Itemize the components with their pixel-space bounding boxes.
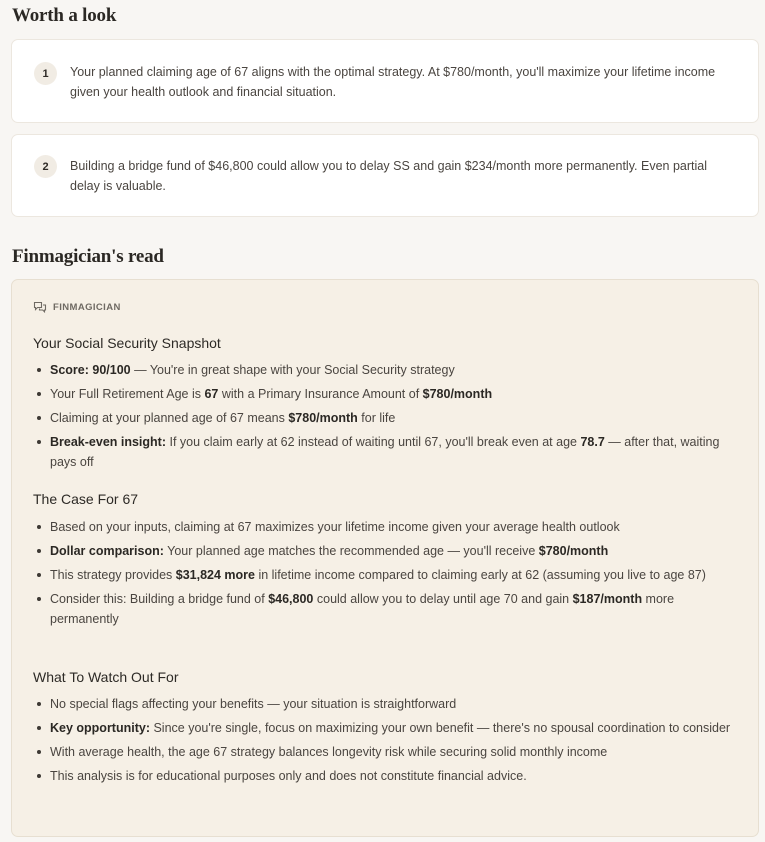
bullet-bold-text: 67 (204, 387, 219, 401)
bullet-item (33, 408, 733, 428)
finmagician-label-text: FINMAGICIAN (53, 301, 121, 313)
worth-a-look-text: Building a bridge fund of $46,800 could allow you to delay SS and gain $234/month more permanently. Even partial delay is valuable. (70, 159, 707, 193)
bullet-bold-text: $187/month (572, 592, 643, 606)
bullet-item (33, 517, 733, 537)
bullet-list (33, 360, 733, 476)
bullet-item (33, 565, 733, 585)
worth-a-look-card (11, 39, 759, 123)
bullet-bold-text: Break-even insight: (50, 435, 167, 449)
finmagician-label (33, 301, 121, 313)
section-title: What To Watch Out For (33, 669, 179, 685)
bullet-item (33, 694, 733, 714)
bullet-text: If you claim early at 62 instead of waiting until 67, you'll break even at age (166, 435, 581, 449)
chat-bubbles-icon (33, 301, 47, 313)
bullet-text: — You're in great shape with your Social Security strategy (130, 363, 455, 377)
bullet-list (33, 694, 733, 790)
bullet-text: — after that, waiting pays off (50, 435, 720, 469)
bullet-text: Claiming at your planned age of 67 means (50, 411, 289, 425)
bullet-text: could allow you to delay until age 70 and gain (313, 592, 573, 606)
bullet-text: Your Full Retirement Age is (50, 387, 205, 401)
bullet-text: with a Primary Insurance Amount of (218, 387, 423, 401)
bullet-bold-text: Key opportunity: (50, 721, 150, 735)
bullet-bold-text: Dollar comparison: (50, 544, 164, 558)
bullet-item (33, 718, 733, 738)
bullet-text: No special flags affecting your benefits — your situation is straightforward (50, 697, 457, 711)
item-number-badge: 2 (34, 155, 57, 178)
bullet-bold-text: 78.7 (580, 435, 605, 449)
bullet-text: for life (357, 411, 396, 425)
section-title: Your Social Security Snapshot (33, 335, 221, 351)
bullet-text: Consider this: Building a bridge fund of (50, 592, 269, 606)
bullet-bold-text: $780/month (288, 411, 358, 425)
item-number-badge: 1 (34, 62, 57, 85)
bullet-bold-text: $780/month (422, 387, 493, 401)
bullet-text: Based on your inputs, claiming at 67 maximizes your lifetime income given your average health outlook (50, 520, 620, 534)
worth-a-look-heading: Worth a look (12, 5, 117, 26)
bullet-item (33, 589, 733, 629)
worth-a-look-card (11, 134, 759, 217)
bullet-text: This analysis is for educational purposes only and does not constitute financial advice. (50, 769, 527, 783)
bullet-text: This strategy provides (50, 568, 176, 582)
section-title: The Case For 67 (33, 491, 139, 507)
bullet-list (33, 517, 733, 633)
bullet-item (33, 384, 733, 404)
bullet-bold-text: $46,800 (268, 592, 314, 606)
bullet-text: in lifetime income compared to claiming early at 62 (assuming you live to age 87) (254, 568, 706, 582)
bullet-text: more permanently (50, 592, 675, 626)
bullet-item (33, 360, 733, 380)
bullet-text: With average health, the age 67 strategy balances longevity risk while securing solid monthly income (50, 745, 608, 759)
bullet-bold-text: $31,824 more (175, 568, 255, 582)
bullet-text: Your planned age matches the recommended age — you'll receive (163, 544, 539, 558)
bullet-item (33, 541, 733, 561)
finmagician-read-card (11, 279, 759, 837)
bullet-item (33, 742, 733, 762)
bullet-text: Since you're single, focus on maximizing your own benefit — there's no spousal coordination to consider (150, 721, 731, 735)
bullet-item (33, 432, 733, 472)
bullet-bold-text: $780/month (538, 544, 609, 558)
finmagician-read-heading: Finmagician's read (12, 246, 164, 267)
bullet-item (33, 766, 733, 786)
bullet-bold-text: Score: 90/100 (50, 363, 131, 377)
worth-a-look-text: Your planned claiming age of 67 aligns with the optimal strategy. At $780/month, you'll maximize your lifetime income given your health outlook and financial situation. (70, 65, 716, 99)
